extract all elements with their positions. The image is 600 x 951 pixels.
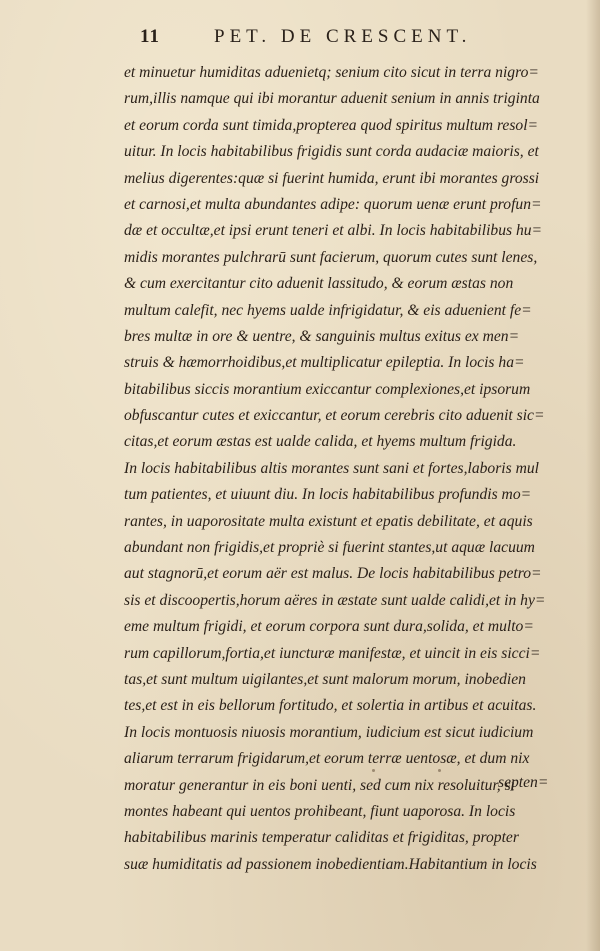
text-line: midis morantes pulchrarū sunt facierum, quorum cutes sunt lenes, [124,248,538,266]
text-line: bres multæ in ore & uentre, & sanguinis multus exitus ex men= [124,327,520,345]
text-line: bitabilibus siccis morantium exiccantur complexiones,et ipsorum [124,380,531,398]
paper-speck [405,782,407,784]
text-line: et eorum corda sunt timida,propterea quod spiritus multum resol= [124,116,539,134]
page-number: 11 [140,26,160,47]
text-line: tum patientes, et uiuunt diu. In locis habitabilibus profundis mo= [124,486,532,504]
text-line: In locis habitabilibus altis morantes sunt sani et fortes,laboris mul [124,459,539,477]
body-text [124,60,576,878]
text-line: aut stagnorū,et eorum aër est malus. De locis habitabilibus petro= [124,565,542,583]
text-line: rantes, in uaporositate multa existunt et epatis debilitate, et aquis [124,512,533,530]
text-line: rum,illis namque qui ibi morantur aduenit senium in annis triginta [124,90,540,108]
text-line: dæ et occultæ,et ipsi erunt teneri et albi. In locis habitabilibus hu= [124,222,543,240]
text-line: abundant non frigidis,et propriè si fuerint stantes,ut aquæ lacuum [124,539,535,557]
text-line: aliarum terrarum frigidarum,et eorum terræ uentosæ, et dum nix [124,750,530,768]
text-line: citas,et eorum æstas est ualde calida, et hyems multum frigida. [124,433,517,451]
text-line: et carnosi,et multa abundantes adipe: quorum uenæ erunt profun= [124,195,542,213]
paper-speck [438,769,441,772]
text-line: montes habeant qui uentos prohibeant, fiunt uaporosa. In locis [124,802,516,820]
text-line: melius digerentes:quæ si fuerint humida, erunt ibi morantes grossi [124,169,540,187]
text-line: obfuscantur cutes et exiccantur, et eorum cerebris cito aduenit sic= [124,407,545,425]
text-line: tes,et est in eis bellorum fortitudo, et solertia in artibus et acuitas. [124,697,537,715]
text-line: sis et discoopertis,horum aëres in æstate sunt ualde calidi,et in hy= [124,591,546,609]
text-line: & cum exercitantur cito aduenit lassitudo, & eorum æstas non [124,275,514,293]
page-edge-shadow [586,0,600,951]
text-line: In locis montuosis niuosis morantium, iudicium est sicut iudicium [124,723,534,741]
page-header [140,24,490,52]
text-line: eme multum frigidi, et eorum corpora sunt dura,solida, et multo= [124,618,534,636]
catchword: septen= [498,774,549,791]
text-line: moratur generantur in eis boni uenti, sed cum nix resoluitur, si [124,776,515,794]
text-line: et minuetur humiditas aduenietq; senium cito sicut in terra nigro= [124,64,539,81]
text-line: suæ humiditatis ad passionem inobedientiam.Habitantium in locis [124,855,537,873]
text-line: tas,et sunt multum uigilantes,et sunt malorum morum, inobedien [124,670,526,688]
paper-speck [372,769,375,772]
text-line: habitabilibus marinis temperatur caliditas et frigiditas, propter [124,829,519,847]
text-line: rum capillorum,fortia,et iuncturæ manifestæ, et uincit in eis sicci= [124,644,541,662]
running-title: PET. DE CRESCENT. [214,26,472,47]
text-line: uitur. In locis habitabilibus frigidis sunt corda audaciæ maioris, et [124,143,539,161]
text-line: struis & hæmorrhoidibus,et multiplicatur epileptia. In locis ha= [124,354,525,372]
text-line: multum calefit, nec hyems ualde infrigidatur, & eis aduenient fe= [124,301,532,319]
